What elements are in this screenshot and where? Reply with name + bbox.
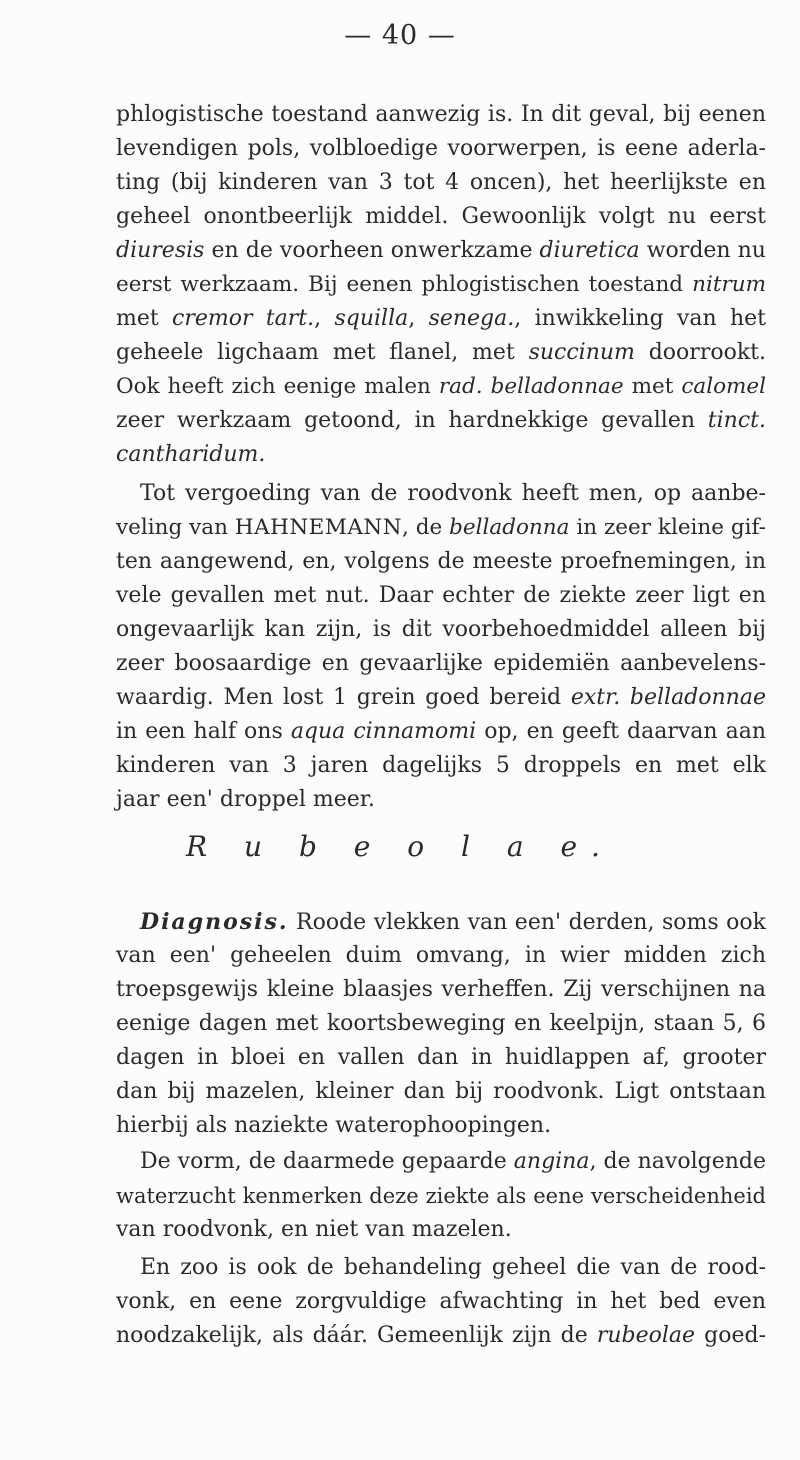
text-span: hierbij als naziekte waterophoopingen. bbox=[116, 1113, 552, 1138]
text-span: ongevaarlijk kan zijn, is dit voorbehoedmiddel alleen bij bbox=[116, 617, 766, 642]
text-span: van roodvonk, en niet van mazelen. bbox=[116, 1217, 512, 1242]
text-span: Ook heeft zich eenige malen bbox=[116, 374, 439, 399]
text-span: Roode vlekken van een' derden, soms ook bbox=[288, 910, 766, 935]
italic-term: rad. belladonnae bbox=[438, 374, 624, 399]
text-span: in een half ons bbox=[116, 719, 291, 744]
text-span: dagen in bloei en vallen dan in huidlappen af, grooter bbox=[116, 1045, 766, 1070]
text-line bbox=[116, 336, 766, 370]
text-span: met bbox=[623, 374, 682, 399]
italic-term: calomel bbox=[681, 374, 767, 399]
text-line bbox=[116, 647, 766, 681]
text-line bbox=[116, 613, 766, 647]
text-span: op, en geeft daarvan aan bbox=[476, 719, 767, 744]
text-span: , inwikkeling van het bbox=[514, 306, 767, 331]
text-line bbox=[116, 98, 766, 132]
text-line bbox=[116, 1179, 766, 1213]
text-line bbox=[116, 1109, 766, 1143]
italic-term: senega. bbox=[428, 306, 515, 331]
italic-term: squilla bbox=[334, 306, 409, 331]
text-span: vonk, en eene zorgvuldige afwachting in het bed even bbox=[116, 1289, 766, 1314]
subheading-term: Diagnosis. bbox=[140, 909, 289, 935]
text-line bbox=[140, 905, 766, 939]
italic-term: diuretica bbox=[539, 238, 640, 263]
text-span: dan bij mazelen, kleiner dan bij roodvonk. Ligt ontstaan bbox=[116, 1079, 766, 1104]
text-line bbox=[116, 715, 766, 749]
text-line bbox=[116, 939, 766, 973]
text-line bbox=[116, 749, 766, 783]
italic-term: belladonna bbox=[449, 515, 570, 540]
text-span: jaar een' droppel meer. bbox=[116, 787, 375, 812]
text-span: , bbox=[408, 306, 429, 331]
text-span: geheele ligchaam met flanel, met bbox=[116, 340, 529, 365]
italic-term: nitrum bbox=[692, 272, 766, 297]
text-line bbox=[116, 579, 766, 613]
text-span: van een' geheelen duim omvang, in wier midden zich bbox=[116, 943, 766, 968]
text-line bbox=[116, 511, 766, 545]
text-span: , de navolgende bbox=[589, 1149, 766, 1174]
text-line bbox=[116, 302, 766, 336]
text-line bbox=[116, 1007, 766, 1041]
italic-term: rubeolae bbox=[596, 1323, 696, 1348]
text-span: noodzakelijk, als dáár. Gemeenlijk zijn de bbox=[116, 1323, 597, 1348]
text-span: , bbox=[314, 306, 335, 331]
text-span: kinderen van 3 jaren dagelijks 5 droppels en met elk bbox=[116, 753, 766, 778]
text-line bbox=[116, 1041, 766, 1075]
text-span: De vorm, de daarmede gepaarde bbox=[140, 1149, 514, 1174]
text-span: zeer boosaardige en gevaarlijke epidemiën aanbevelens- bbox=[116, 651, 766, 676]
italic-term: succinum bbox=[528, 340, 635, 365]
text-span: met bbox=[116, 306, 173, 331]
text-span: , de bbox=[402, 515, 450, 540]
text-span: zeer werkzaam getoond, in hardnekkige gevallen bbox=[116, 408, 708, 433]
italic-term: diuresis bbox=[116, 238, 205, 263]
text-span: En zoo is ook de behandeling geheel die van de rood- bbox=[140, 1255, 766, 1280]
text-span: worden nu bbox=[639, 238, 766, 263]
text-line bbox=[116, 200, 766, 234]
text-line bbox=[140, 477, 766, 511]
text-span: eenige dagen met koortsbeweging en keelpijn, staan 5, 6 bbox=[116, 1011, 766, 1036]
text-span: Tot vergoeding van de roodvonk heeft men, op aanbe- bbox=[140, 481, 766, 506]
text-span: ten aangewend, en, volgens de meeste proefnemingen, in bbox=[116, 549, 766, 574]
text-line bbox=[116, 545, 766, 579]
text-line bbox=[116, 404, 766, 438]
text-line bbox=[116, 681, 766, 715]
author-name: HAHNEMANN bbox=[234, 515, 403, 540]
italic-term: tinct. bbox=[707, 408, 766, 433]
text-line bbox=[116, 234, 766, 268]
section-heading: R u b e o l a e. bbox=[186, 830, 614, 863]
text-span: waardig. Men lost 1 grein goed bereid bbox=[116, 685, 571, 710]
text-span: troepsgewijs kleine blaasjes verheffen. Zij verschijnen na bbox=[116, 977, 766, 1002]
text-span: goed- bbox=[695, 1323, 767, 1348]
text-line bbox=[116, 1285, 766, 1319]
text-span: en de voorheen onwerkzame bbox=[204, 238, 540, 263]
italic-term: aqua cinnamomi bbox=[290, 719, 477, 744]
text-line bbox=[116, 973, 766, 1007]
text-span: levendigen pols, volbloedige voorwerpen, is eene aderla- bbox=[116, 136, 766, 161]
text-line bbox=[116, 1213, 766, 1247]
text-span: in zeer kleine gif- bbox=[569, 515, 766, 540]
text-span: eerst werkzaam. Bij eenen phlogistischen toestand bbox=[116, 272, 693, 297]
text-line bbox=[116, 370, 766, 404]
text-line bbox=[116, 438, 766, 472]
text-line bbox=[116, 783, 766, 817]
italic-term: cantharidum. bbox=[116, 442, 266, 467]
text-line bbox=[116, 1075, 766, 1109]
italic-term: extr. belladonnae bbox=[570, 685, 766, 710]
text-span: waterzucht kenmerken deze ziekte als eene verscheidenheid bbox=[116, 1184, 766, 1208]
page-number: — 40 — bbox=[344, 20, 456, 51]
text-span: ting (bij kinderen van 3 tot 4 oncen), het heerlijkste en bbox=[116, 170, 766, 195]
italic-term: cremor tart. bbox=[172, 306, 315, 331]
text-line bbox=[140, 1251, 766, 1285]
text-span: vele gevallen met nut. Daar echter de ziekte zeer ligt en bbox=[116, 583, 766, 608]
text-span: doorrookt. bbox=[634, 340, 766, 365]
text-line bbox=[116, 268, 766, 302]
text-line bbox=[140, 1145, 766, 1179]
text-span: phlogistische toestand aanwezig is. In dit geval, bij eenen bbox=[116, 102, 766, 127]
italic-term: angina bbox=[513, 1149, 590, 1174]
text-line bbox=[116, 132, 766, 166]
text-span: veling van bbox=[116, 515, 235, 540]
text-line bbox=[116, 1319, 766, 1353]
text-line bbox=[116, 166, 766, 200]
text-span: geheel onontbeerlijk middel. Gewoonlijk volgt nu eerst bbox=[116, 204, 766, 229]
